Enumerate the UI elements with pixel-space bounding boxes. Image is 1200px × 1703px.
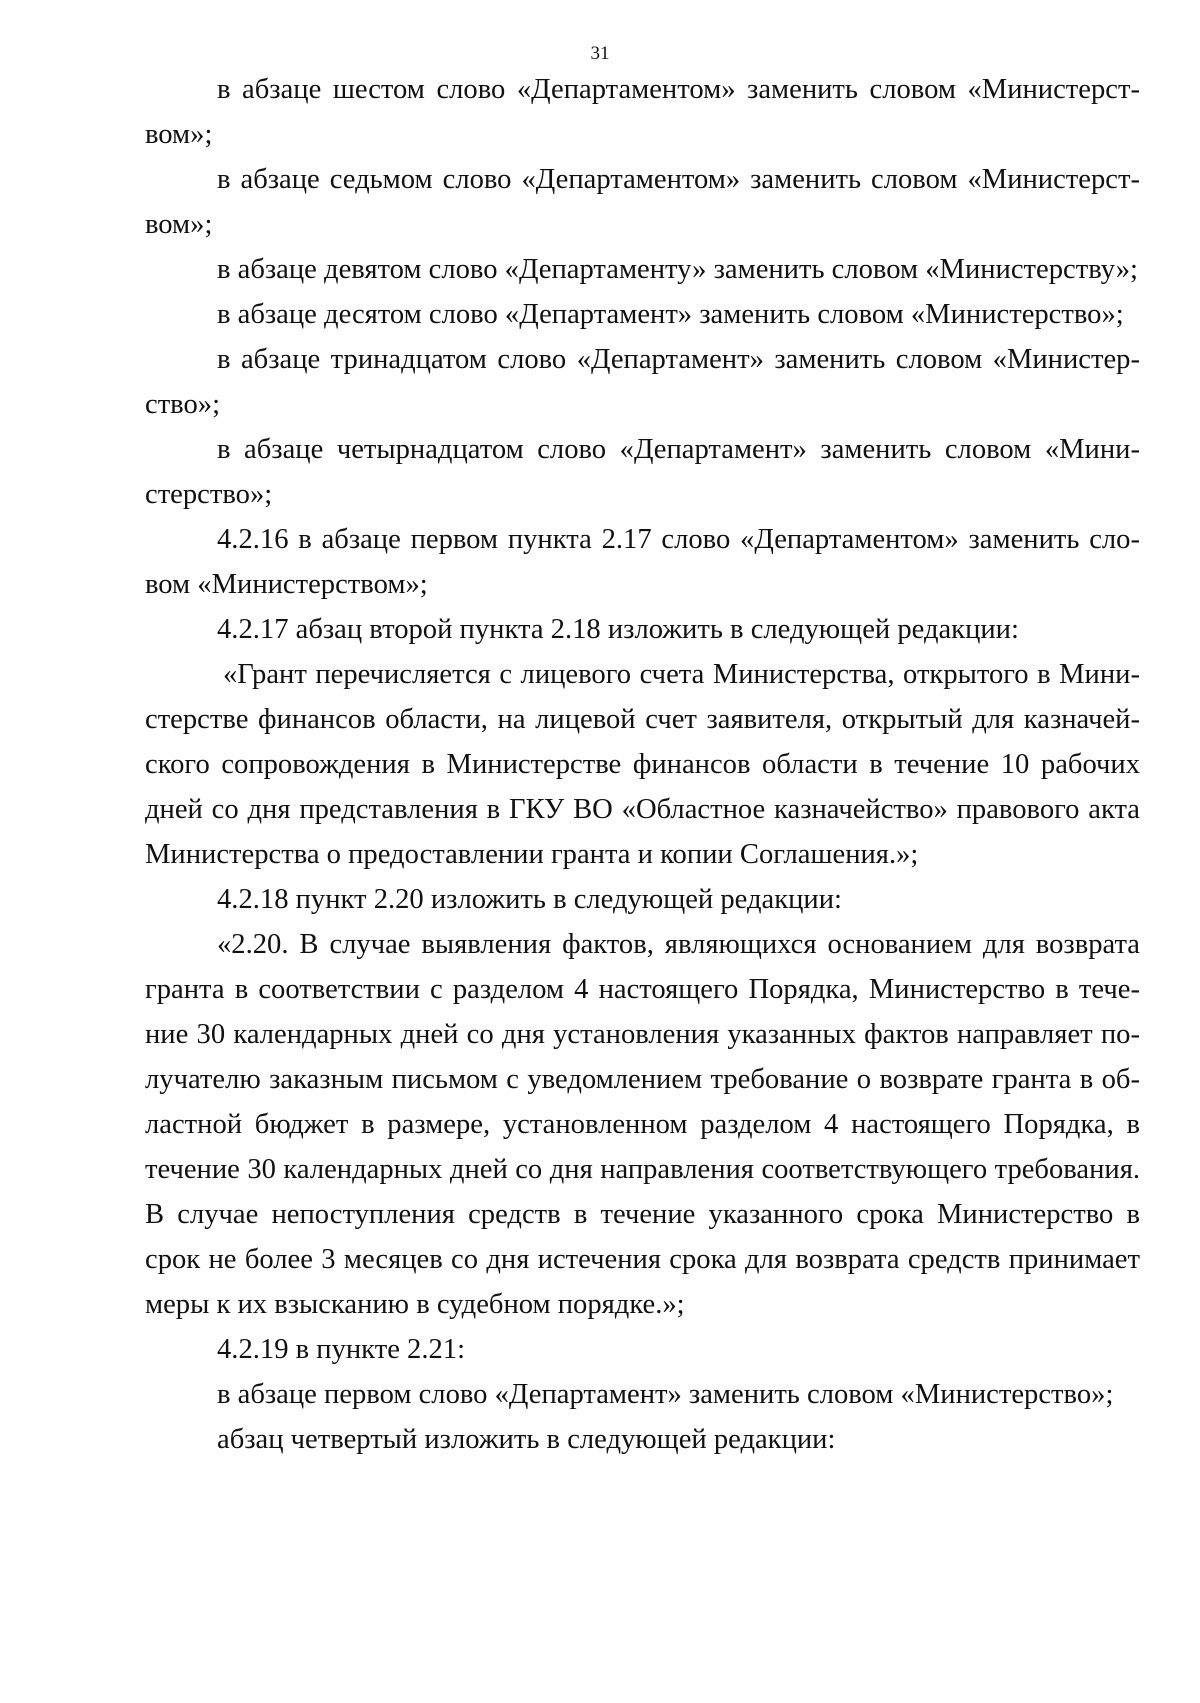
paragraph-9-quote: «Грант перечисляется с лицевого счета Министерства, открытого в Министерстве финансов области, на лицевой счет заявителя, открытый для казначейского сопровождения в Министерстве финансов области в течение 10 рабочих дней со дня представления в ГКУ ВО «Областное казначейство» правового акта Министерства о предоставлении гранта и копии Соглашения.»; xyxy=(145,659,1140,870)
paragraph-8: 4.2.17 абзац второй пункта 2.18 изложить в следующей редакции: xyxy=(217,614,1019,645)
paragraph-12: 4.2.19 в пункте 2.21: xyxy=(217,1334,466,1365)
paragraph-4: в абзаце десятом слово «Департамент» заменить словом «Министерство»; xyxy=(217,299,1124,330)
paragraph-13: в абзаце первом слово «Департамент» заменить словом «Министерство»; xyxy=(217,1379,1114,1410)
page-number: 31 xyxy=(590,43,610,64)
paragraph-7: 4.2.16 в абзаце первом пункта 2.17 слово «Департаментом» заменить словом «Министерством»; xyxy=(145,524,1140,600)
paragraph-5: в абзаце тринадцатом слово «Департамент» заменить словом «Министерство»; xyxy=(145,344,1140,420)
paragraph-2: в абзаце седьмом слово «Департаментом» заменить словом «Министерством»; xyxy=(145,164,1140,240)
paragraph-11-quote: «2.20. В случае выявления фактов, являющихся основанием для возврата гранта в соответствии с разделом 4 настоящего Порядка, Министерство в течение 30 календарных дней со дня установления указанных фактов направляет получателю заказным письмом с уведомлением требование о возврате гранта в областной бюджет в размере, установленном разделом 4 настоящего Порядка, в течение 30 календарных дней со дня направления соответствующего требования. В случае непоступления средств в течение указанного срока Министерство в срок не более 3 месяцев со дня истечения срока для возврата средств принимает меры к их взысканию в судебном порядке.»; xyxy=(145,929,1140,1320)
paragraph-1: в абзаце шестом слово «Департаментом» заменить словом «Министерством»; xyxy=(145,74,1140,150)
document-body xyxy=(145,67,1140,1462)
paragraph-10: 4.2.18 пункт 2.20 изложить в следующей редакции: xyxy=(217,884,842,915)
paragraph-14: абзац четвертый изложить в следующей редакции: xyxy=(217,1424,836,1455)
paragraph-3: в абзаце девятом слово «Департаменту» заменить словом «Министерству»; xyxy=(217,254,1138,285)
paragraph-6: в абзаце четырнадцатом слово «Департамент» заменить словом «Министерство»; xyxy=(145,434,1140,510)
